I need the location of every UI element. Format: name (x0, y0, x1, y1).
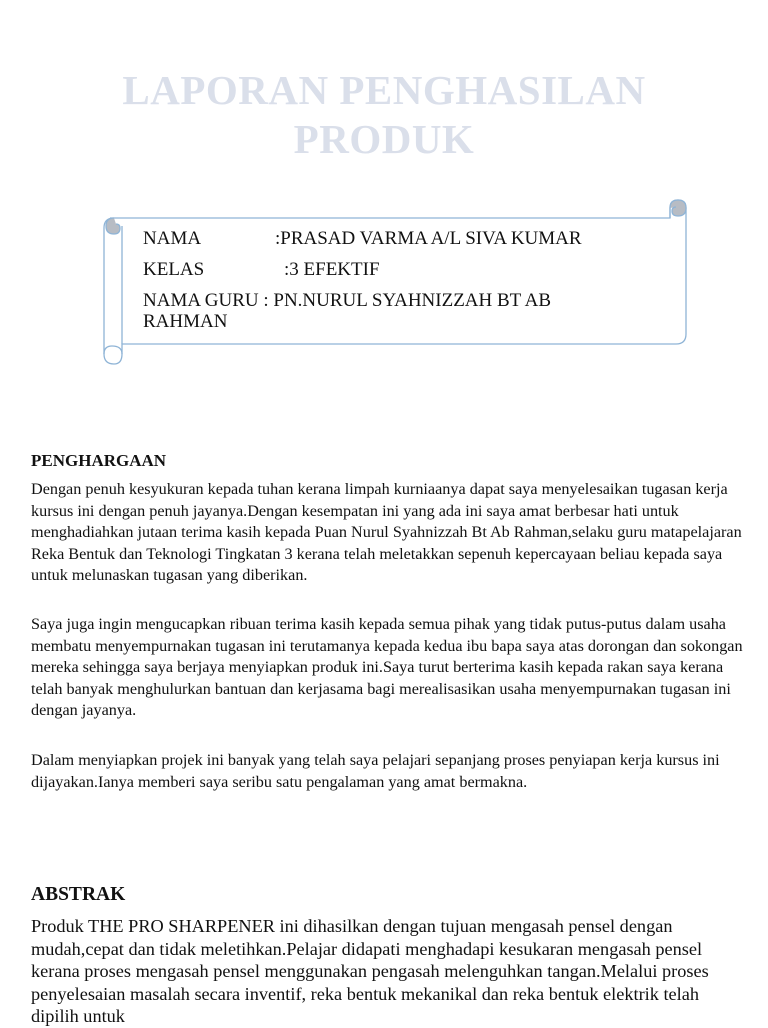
penghargaan-paragraph-2: Saya juga ingin mengucapkan ribuan terima kasih kepada semua pihak yang tidak putus-putus dalam usaha membatu menyempurnakan tugasan ini terutamanya kepada kedua ibu bapa saya atas dorongan dan sokongan mereka sehingga saya berjaya menyiapkan produk ini.Saya turut berterima kasih kepada rakan saya kerana telah banyak menghulurkan bantuan dan kerjasama bagi merealisasikan usaha menyempurnakan tugasan ini dengan jayanya. (31, 615, 743, 720)
penghargaan-paragraph-3: Dalam menyiapkan projek ini banyak yang telah saya pelajari sepanjang proses penyiapan kerja kursus ini dijayakan.Ianya memberi saya seribu satu pengalaman yang amat bermakna. (31, 751, 720, 791)
guru-label: NAMA GURU (143, 290, 259, 311)
abstrak-paragraph: Produk THE PRO SHARPENER ini dihasilkan dengan tujuan mengasah pensel dengan mudah,cepat dan tidak meletihkan.Pelajar didapati menghadapi kesukaran mengasah pensel kerana proses mengasah pensel menggunakan pengasah melenguhkan tangan.Melalui proses penyelesaian masalah secara inventif, reka bentuk mekanikal dan reka bentuk elektrik telah dipilih untuk (31, 916, 709, 1026)
student-info (143, 228, 633, 342)
guru-value: : PN.NURUL SYAHNIZZAH BT AB RAHMAN (143, 290, 552, 332)
kelas-value: :3 EFEKTIF (284, 259, 380, 280)
penghargaan-heading: PENGHARGAAN (31, 451, 167, 470)
title-line-1: LAPORAN PENGHASILAN (122, 67, 646, 113)
document-title (0, 66, 768, 164)
abstrak-heading: ABSTRAK (31, 884, 126, 905)
nama-row (143, 228, 633, 249)
nama-label: NAMA (143, 228, 202, 249)
kelas-row (143, 259, 633, 280)
guru-row (143, 290, 633, 332)
title-line-2: PRODUK (293, 116, 475, 162)
penghargaan-paragraph-1: Dengan penuh kesyukuran kepada tuhan kerana limpah kurniaanya dapat saya menyelesaikan tugasan kerja kursus ini dengan penuh jayanya.Dengan kesempatan ini yang ada ini saya amat berbesar hati untuk menghadiahkan jutaan terima kasih kepada Puan Nurul Syahnizzah Bt Ab Rahman,selaku guru matapelajaran Reka Bentuk dan Teknologi Tingkatan 3 kerana telah meletakkan sepenuh kepercayaan beliau kepada saya untuk melunaskan tugasan yang diberikan. (31, 480, 742, 585)
kelas-label: KELAS (143, 259, 205, 280)
nama-value: :PRASAD VARMA A/L SIVA KUMAR (275, 228, 582, 249)
